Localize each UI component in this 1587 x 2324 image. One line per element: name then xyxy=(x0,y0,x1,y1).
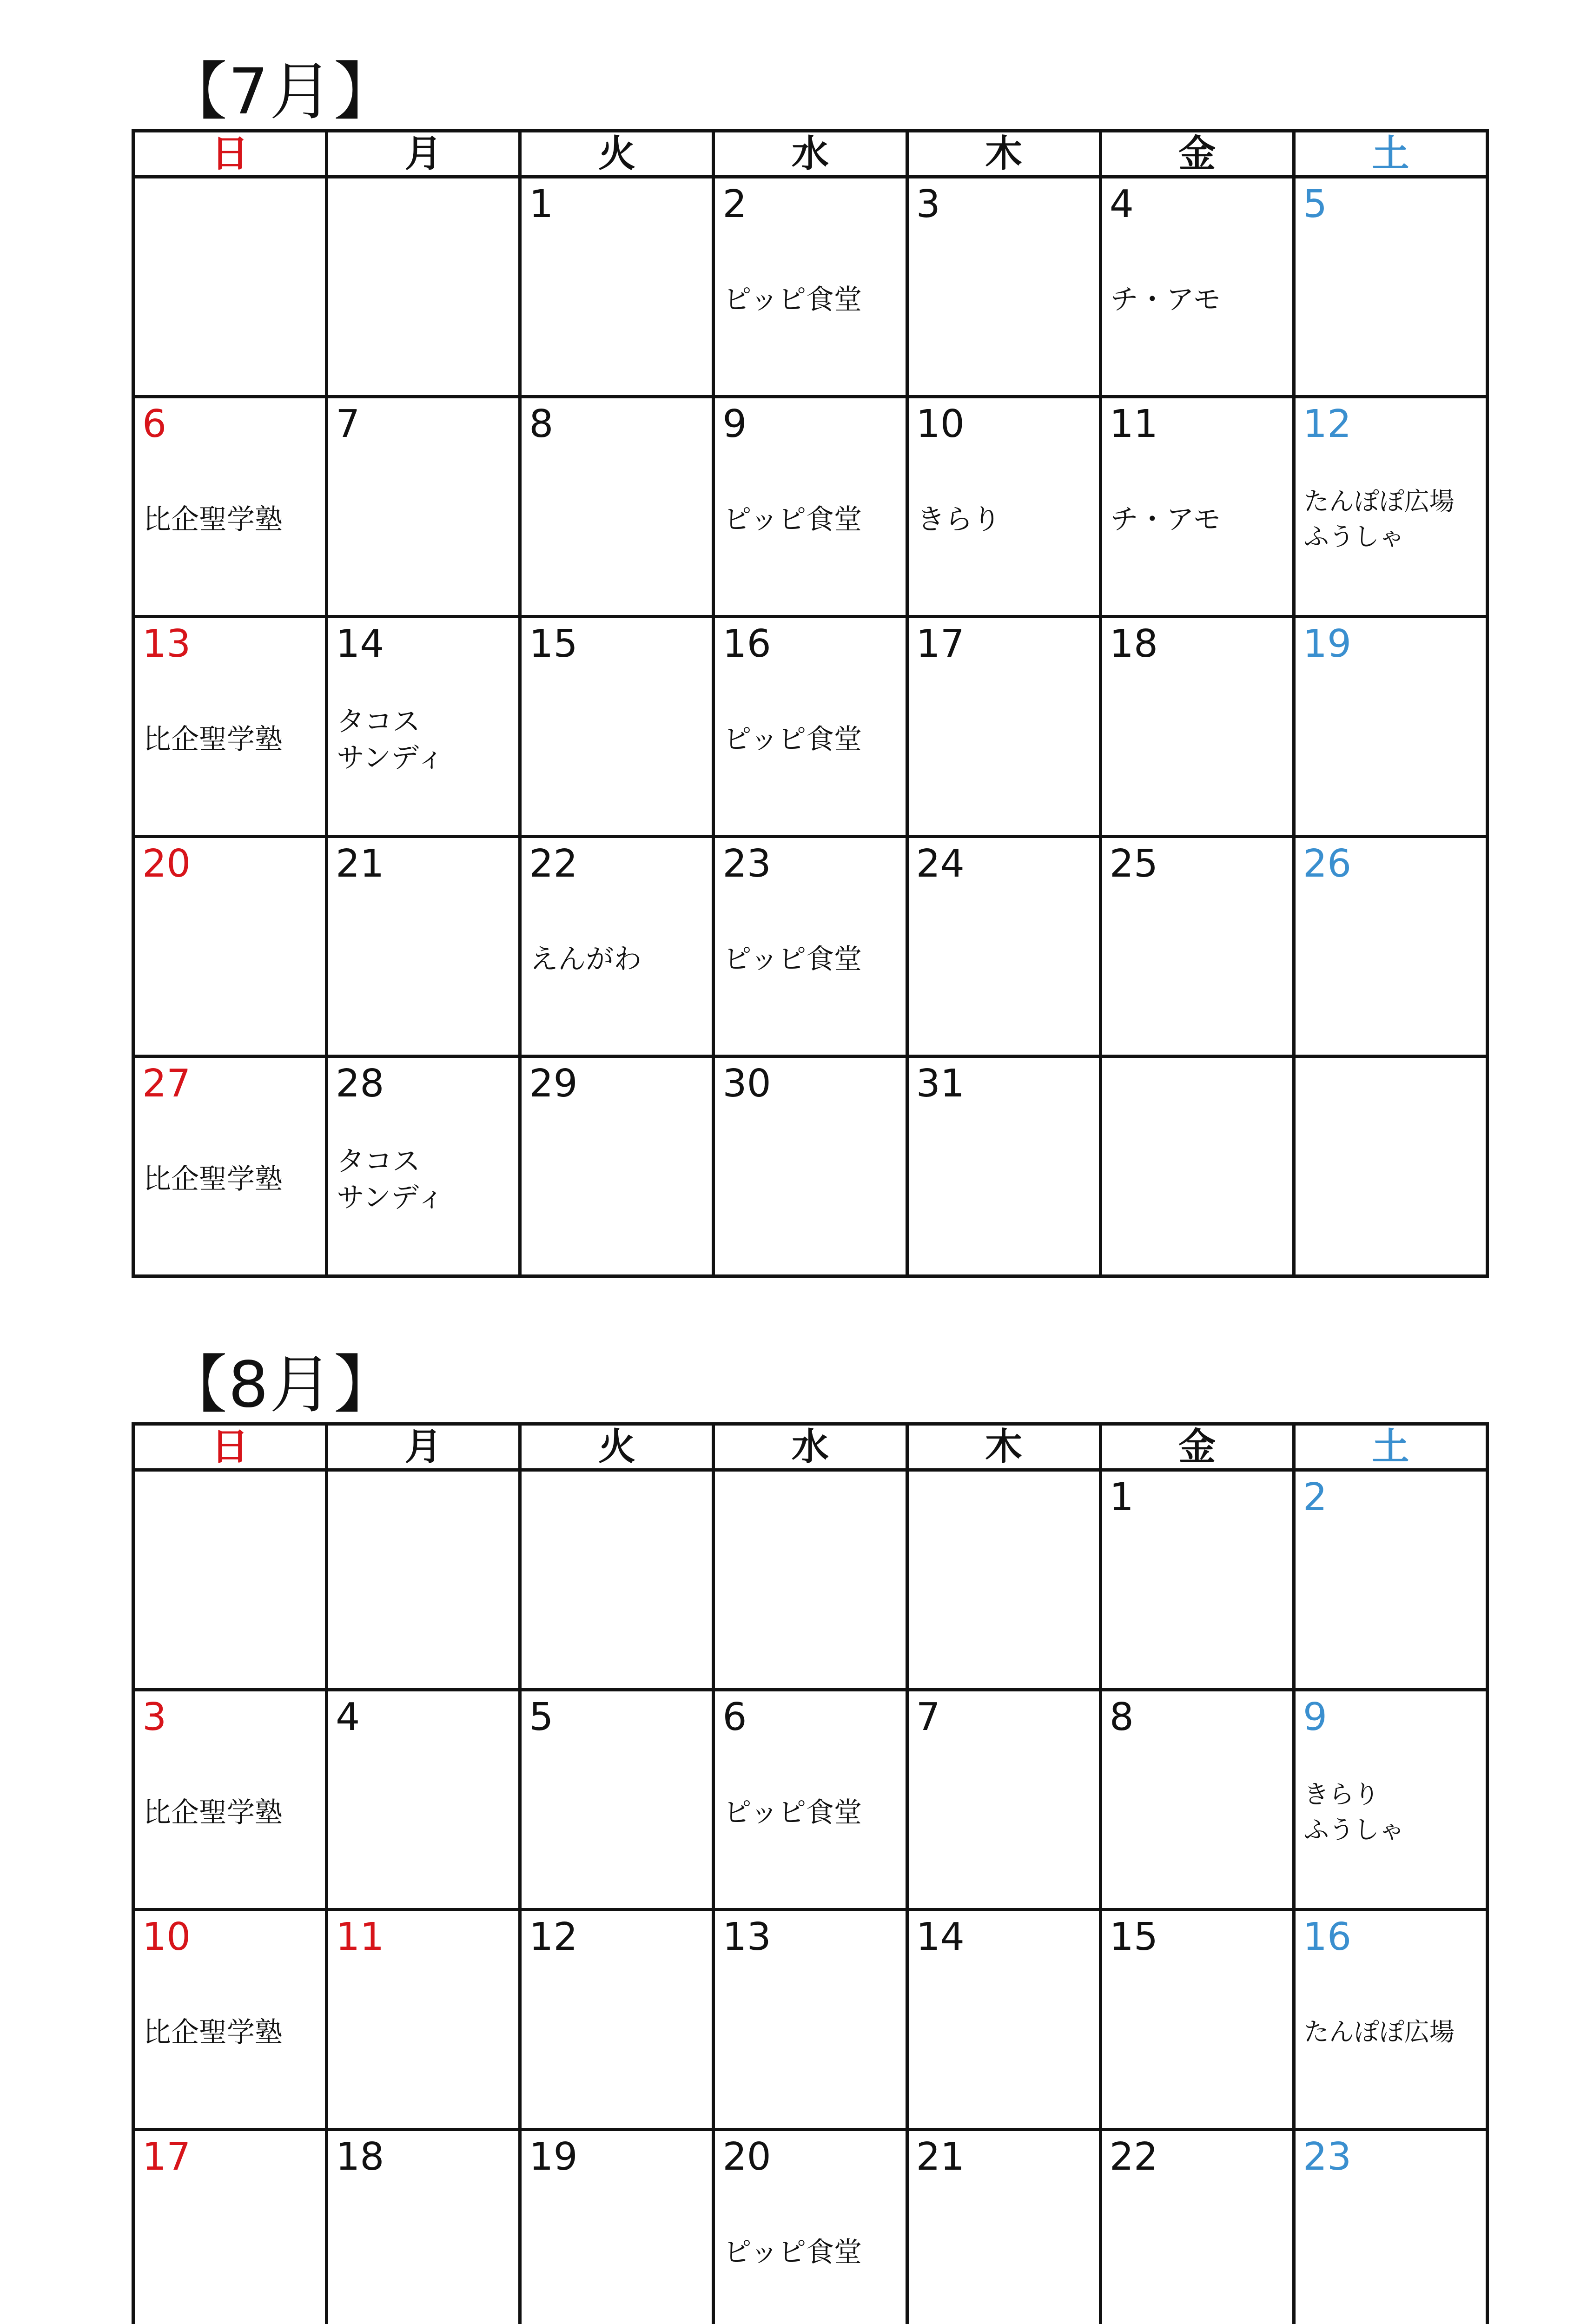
day-number: 5 xyxy=(529,1695,554,1739)
calendar-grid xyxy=(132,1422,1489,2324)
day-number: 24 xyxy=(916,842,965,886)
day-number: 21 xyxy=(916,2135,965,2179)
day-cell xyxy=(714,617,907,837)
week-row xyxy=(133,1910,1488,2130)
day-number: 30 xyxy=(722,1062,771,1106)
weekday-header: 水 xyxy=(714,1424,907,1470)
day-cell xyxy=(520,837,714,1056)
day-cell xyxy=(1294,177,1487,397)
week-row xyxy=(133,1690,1488,1910)
day-event: 比企聖学塾 xyxy=(143,723,283,756)
day-cell xyxy=(714,1056,907,1276)
day-cell xyxy=(133,1056,327,1276)
day-number: 12 xyxy=(1303,402,1352,446)
day-number: 9 xyxy=(1303,1695,1328,1739)
day-number: 13 xyxy=(722,1915,771,1959)
day-number: 22 xyxy=(529,842,578,886)
day-number: 1 xyxy=(529,182,554,226)
week-row xyxy=(133,1056,1488,1276)
day-cell xyxy=(1100,1056,1294,1276)
calendar-grid xyxy=(132,129,1489,1278)
day-event: チ・アモ xyxy=(1110,284,1221,316)
day-event: ピッピ食堂 xyxy=(723,2236,862,2269)
day-number: 18 xyxy=(336,2135,384,2179)
day-number: 19 xyxy=(529,2135,578,2179)
day-cell xyxy=(907,617,1100,837)
day-cell xyxy=(327,1910,520,2130)
day-cell xyxy=(1100,2130,1294,2324)
day-event: タコス サンディ xyxy=(337,706,445,774)
day-number: 3 xyxy=(142,1695,167,1739)
day-number: 11 xyxy=(1109,402,1158,446)
day-number: 20 xyxy=(722,2135,771,2179)
day-number: 17 xyxy=(142,2135,191,2179)
day-number: 21 xyxy=(336,842,384,886)
day-event: チ・アモ xyxy=(1110,503,1221,536)
day-cell xyxy=(1100,1910,1294,2130)
day-number: 14 xyxy=(336,622,384,666)
day-cell xyxy=(520,397,714,617)
month-title: 【8月】 xyxy=(164,1348,398,1422)
weekday-header: 火 xyxy=(520,131,714,177)
day-number: 7 xyxy=(916,1695,940,1739)
day-cell xyxy=(714,2130,907,2324)
day-number: 10 xyxy=(142,1915,191,1959)
day-event: きらり ふうしゃ xyxy=(1303,1780,1404,1844)
month-title: 【7月】 xyxy=(164,55,398,129)
weekday-header: 金 xyxy=(1100,1424,1294,1470)
day-event: 比企聖学塾 xyxy=(143,503,283,536)
day-number: 4 xyxy=(1109,182,1134,226)
day-event: ピッピ食堂 xyxy=(723,284,862,316)
day-number: 8 xyxy=(529,402,554,446)
day-number: 19 xyxy=(1303,622,1352,666)
day-cell xyxy=(133,837,327,1056)
day-cell xyxy=(907,1690,1100,1910)
day-number: 17 xyxy=(916,622,965,666)
day-event: 比企聖学塾 xyxy=(143,1796,283,1829)
day-number: 22 xyxy=(1109,2135,1158,2179)
day-cell xyxy=(1294,1470,1487,1690)
weekday-header: 土 xyxy=(1294,131,1487,177)
calendar-july xyxy=(132,55,1489,1278)
day-number: 11 xyxy=(336,1915,384,1959)
day-cell xyxy=(1294,617,1487,837)
day-cell xyxy=(1100,397,1294,617)
day-event: えんがわ xyxy=(530,943,642,976)
day-cell xyxy=(520,1470,714,1690)
day-event: きらり xyxy=(917,503,1001,536)
day-cell xyxy=(1100,617,1294,837)
weekday-header: 月 xyxy=(327,131,520,177)
day-cell xyxy=(327,837,520,1056)
day-number: 27 xyxy=(142,1062,191,1106)
weekday-header: 日 xyxy=(133,131,327,177)
day-cell xyxy=(520,1690,714,1910)
day-number: 18 xyxy=(1109,622,1158,666)
day-cell xyxy=(714,397,907,617)
day-number: 25 xyxy=(1109,842,1158,886)
day-cell xyxy=(714,1910,907,2130)
day-cell xyxy=(327,397,520,617)
day-number: 23 xyxy=(722,842,771,886)
day-event: タコス サンディ xyxy=(337,1145,445,1214)
day-cell xyxy=(1294,1910,1487,2130)
day-number: 23 xyxy=(1303,2135,1352,2179)
day-cell xyxy=(714,837,907,1056)
day-number: 16 xyxy=(722,622,771,666)
day-number: 3 xyxy=(916,182,940,226)
day-number: 14 xyxy=(916,1915,965,1959)
day-event: 比企聖学塾 xyxy=(143,1163,283,1195)
day-number: 29 xyxy=(529,1062,578,1106)
day-cell xyxy=(327,1056,520,1276)
day-cell xyxy=(327,1470,520,1690)
day-number: 5 xyxy=(1303,182,1328,226)
day-cell xyxy=(327,2130,520,2324)
day-cell xyxy=(907,2130,1100,2324)
day-cell xyxy=(907,177,1100,397)
weekday-header: 土 xyxy=(1294,1424,1487,1470)
day-number: 2 xyxy=(1303,1475,1328,1519)
day-cell xyxy=(1294,837,1487,1056)
day-cell xyxy=(327,177,520,397)
day-number: 16 xyxy=(1303,1915,1352,1959)
weekday-header: 日 xyxy=(133,1424,327,1470)
day-event: ピッピ食堂 xyxy=(723,723,862,756)
day-cell xyxy=(1294,1690,1487,1910)
day-cell xyxy=(133,2130,327,2324)
day-number: 8 xyxy=(1109,1695,1134,1739)
day-cell xyxy=(327,1690,520,1910)
day-cell xyxy=(907,1056,1100,1276)
day-number: 28 xyxy=(336,1062,384,1106)
weekday-header: 木 xyxy=(907,1424,1100,1470)
day-number: 13 xyxy=(142,622,191,666)
day-cell xyxy=(1100,177,1294,397)
day-number: 1 xyxy=(1109,1475,1134,1519)
day-cell xyxy=(907,1470,1100,1690)
weekday-header: 木 xyxy=(907,131,1100,177)
day-cell xyxy=(1294,2130,1487,2324)
day-number: 15 xyxy=(529,622,578,666)
day-number: 2 xyxy=(722,182,747,226)
day-cell xyxy=(714,177,907,397)
day-cell xyxy=(133,397,327,617)
day-cell xyxy=(133,617,327,837)
day-cell xyxy=(1100,837,1294,1056)
day-number: 6 xyxy=(722,1695,747,1739)
day-cell xyxy=(1294,397,1487,617)
day-number: 20 xyxy=(142,842,191,886)
day-event: たんぽぽ広場 xyxy=(1303,2017,1455,2047)
day-cell xyxy=(520,617,714,837)
weekday-header-row xyxy=(133,131,1488,177)
day-number: 12 xyxy=(529,1915,578,1959)
day-number: 7 xyxy=(336,402,360,446)
weekday-header: 月 xyxy=(327,1424,520,1470)
day-number: 10 xyxy=(916,402,965,446)
day-cell xyxy=(520,177,714,397)
day-number: 9 xyxy=(722,402,747,446)
week-row xyxy=(133,837,1488,1056)
day-cell xyxy=(133,1690,327,1910)
day-number: 6 xyxy=(142,402,167,446)
week-row xyxy=(133,617,1488,837)
day-cell xyxy=(1100,1470,1294,1690)
weekday-header-row xyxy=(133,1424,1488,1470)
day-number: 15 xyxy=(1109,1915,1158,1959)
week-row xyxy=(133,2130,1488,2324)
week-row xyxy=(133,1470,1488,1690)
day-cell xyxy=(907,837,1100,1056)
day-cell xyxy=(520,1056,714,1276)
day-cell xyxy=(907,1910,1100,2130)
day-cell xyxy=(1100,1690,1294,1910)
day-cell xyxy=(907,397,1100,617)
day-cell xyxy=(133,1470,327,1690)
weekday-header: 水 xyxy=(714,131,907,177)
day-event: ピッピ食堂 xyxy=(723,1796,862,1829)
day-event: 比企聖学塾 xyxy=(143,2016,283,2049)
day-cell xyxy=(1294,1056,1487,1276)
day-event: たんぽぽ広場 ふうしゃ xyxy=(1303,487,1455,551)
day-number: 26 xyxy=(1303,842,1352,886)
week-row xyxy=(133,397,1488,617)
day-cell xyxy=(714,1690,907,1910)
day-number: 31 xyxy=(916,1062,965,1106)
day-cell xyxy=(327,617,520,837)
day-cell xyxy=(520,2130,714,2324)
week-row xyxy=(133,177,1488,397)
weekday-header: 金 xyxy=(1100,131,1294,177)
day-cell xyxy=(714,1470,907,1690)
day-event: ピッピ食堂 xyxy=(723,503,862,536)
day-cell xyxy=(520,1910,714,2130)
day-number: 4 xyxy=(336,1695,360,1739)
weekday-header: 火 xyxy=(520,1424,714,1470)
day-cell xyxy=(133,177,327,397)
day-cell xyxy=(133,1910,327,2130)
day-event: ピッピ食堂 xyxy=(723,943,862,976)
calendar-august xyxy=(132,1348,1489,2324)
